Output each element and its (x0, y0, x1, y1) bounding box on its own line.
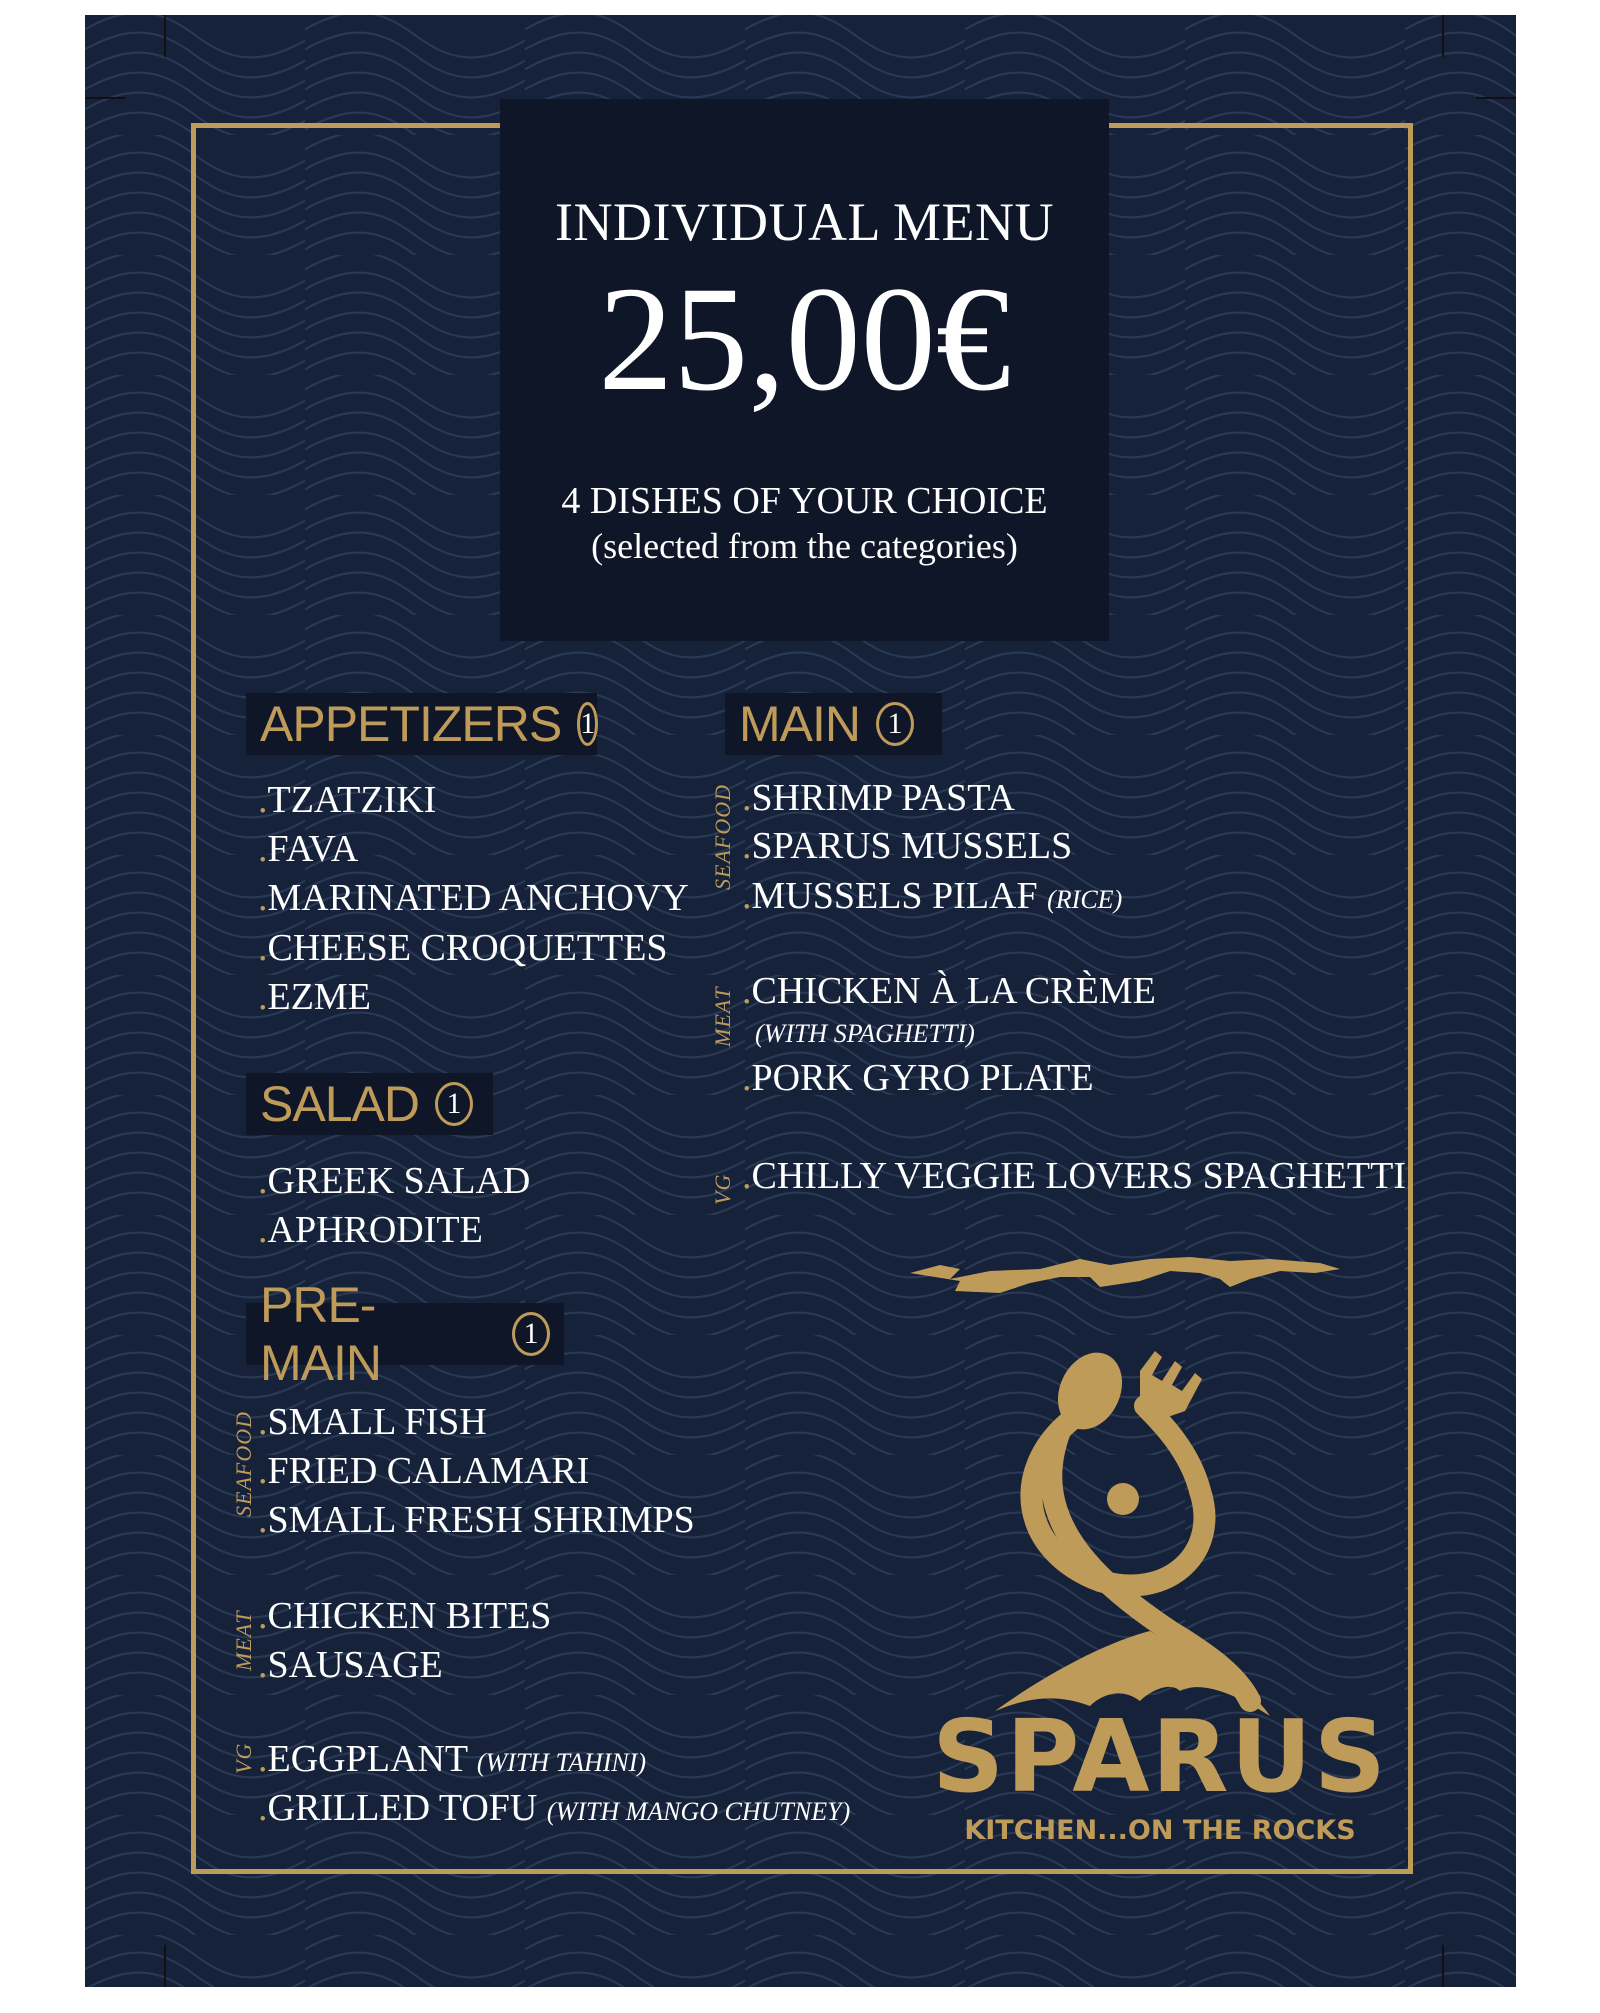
group-label-vg: VG (710, 1173, 735, 1205)
menu-item: .FAVA (258, 828, 359, 870)
category-salad (246, 1073, 493, 1135)
menu-item: .FRIED CALAMARI (258, 1450, 590, 1492)
category-main (725, 693, 942, 755)
menu-item: .TZATZIKI (258, 779, 437, 821)
menu-item: .MARINATED ANCHOVY (258, 877, 689, 919)
sparus-logo (900, 1251, 1420, 1851)
category-title: PRE-MAIN (260, 1277, 381, 1391)
menu-item: .SPARUS MUSSELS (742, 825, 1073, 867)
menu-item: .GREEK SALAD (258, 1160, 531, 1202)
crop-mark (85, 97, 125, 99)
menu-item: .CHEESE CROQUETTES (258, 927, 668, 969)
crop-mark (164, 15, 166, 57)
group-label-meat: MEAT (231, 1610, 256, 1671)
menu-subnote: (selected from the categories) (591, 526, 1018, 566)
logo-name: SPARUS (932, 1698, 1388, 1815)
group-label-vg: VG (231, 1742, 256, 1774)
category-title: MAIN (739, 696, 860, 752)
choice-count-badge: 1 (512, 1312, 550, 1356)
menu-title: INDIVIDUAL MENU (555, 192, 1054, 252)
crop-mark (164, 1945, 166, 1987)
menu-item: .EZME (258, 976, 371, 1018)
choice-count-badge: 1 (577, 702, 598, 746)
menu-item: .MUSSELS PILAF (RICE) (742, 875, 1123, 917)
menu-price: 25,00€ (598, 256, 1011, 422)
menu-page (85, 15, 1516, 1987)
category-title: APPETIZERS (260, 696, 562, 752)
choice-count-badge: 1 (435, 1082, 473, 1126)
menu-subtitle: 4 DISHES OF YOUR CHOICE (561, 480, 1048, 522)
menu-item: .SAUSAGE (258, 1644, 443, 1686)
group-label-meat: MEAT (710, 986, 735, 1047)
menu-item: .APHRODITE (258, 1209, 483, 1251)
category-appetizers (246, 693, 597, 755)
menu-item: .CHILLY VEGGIE LOVERS SPAGHETTI (742, 1155, 1406, 1197)
rocks-brushstroke-icon (910, 1257, 1340, 1293)
menu-item: .CHICKEN À LA CRÈME (742, 970, 1156, 1012)
crop-mark (1442, 15, 1444, 57)
menu-item: .SMALL FRESH SHRIMPS (258, 1499, 695, 1541)
menu-item: .EGGPLANT (WITH TAHINI) (258, 1738, 647, 1780)
choice-count-badge: 1 (876, 702, 914, 746)
category-title: SALAD (260, 1076, 419, 1132)
menu-item-note: (WITH SPAGHETTI) (755, 1019, 975, 1048)
crop-mark (1476, 97, 1516, 99)
crop-mark (1442, 1945, 1444, 1987)
menu-item: .CHICKEN BITES (258, 1595, 552, 1637)
logo-tagline: KITCHEN...ON THE ROCKS (964, 1815, 1356, 1846)
price-box (500, 99, 1109, 641)
menu-item: .GRILLED TOFU (WITH MANGO CHUTNEY) (258, 1787, 851, 1829)
menu-item: .SMALL FISH (258, 1401, 487, 1443)
category-pre-main (246, 1277, 564, 1391)
fish-eye-icon (1107, 1483, 1139, 1515)
menu-item: .PORK GYRO PLATE (742, 1057, 1094, 1099)
group-label-seafood: SEAFOOD (710, 784, 735, 890)
menu-item: .SHRIMP PASTA (742, 777, 1015, 819)
group-label-seafood: SEAFOOD (231, 1411, 256, 1517)
